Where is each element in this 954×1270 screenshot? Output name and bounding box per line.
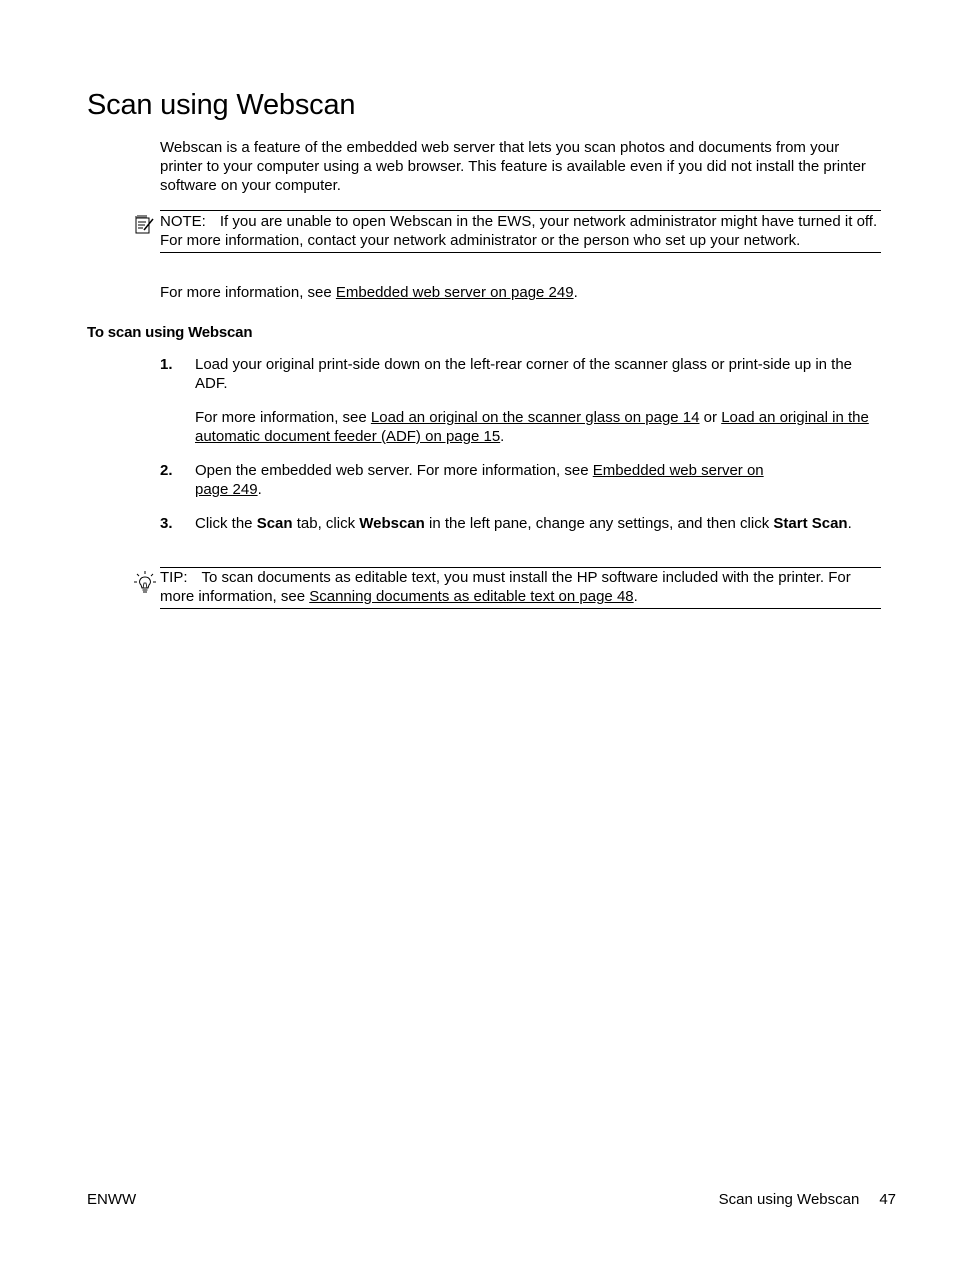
step-3-text [195,514,881,533]
step-2-text [195,461,795,499]
note-text: If you are unable to open Webscan in the EWS, your network administrator might have turned it off. For more information, contact your network administrator or the person who set up your network. [160,213,878,249]
step-1-sub-or: or [699,409,722,426]
link-embedded-web-server[interactable]: Embedded web server on page 249 [335,284,574,301]
more-info-paragraph [160,283,578,302]
step-1 [160,355,881,446]
link-load-adf[interactable]: Load an original in the automatic document feeder (ADF) on page 15 [195,409,869,445]
step-number: 2. [160,462,173,479]
more-info-prefix: For more information, see [160,284,336,301]
link-embedded-web-server-2[interactable]: Embedded web server on page 249 [195,462,764,498]
link-load-scanner-glass[interactable]: Load an original on the scanner glass on page 14 [370,409,700,426]
footer-right [719,1191,896,1208]
procedure-heading: To scan using Webscan [87,324,253,341]
step-number: 3. [160,515,173,532]
step-number: 1. [160,356,173,373]
step-3-text-1: Click the [195,515,257,532]
note-callout [160,210,881,253]
step-3-text-2: tab, click [292,515,360,532]
step-1-more-info [195,408,881,446]
footer-label: ENWW [87,1191,137,1208]
lightbulb-icon [134,571,156,600]
intro-paragraph: Webscan is a feature of the embedded web server that lets you scan photos and documents from your printer to your computer using a web browser. This feature is available even if you did not install the printer software on your computer. [160,139,866,194]
more-info-suffix: . [573,284,578,301]
ui-term-start-scan: Start Scan [773,515,848,532]
tip-text: To scan documents as editable text, you must install the HP software included with the printer. For more information, see [160,569,851,605]
step-3 [160,514,881,533]
ui-term-scan: Scan [256,515,293,532]
page-title: Scan using Webscan [87,89,356,121]
page-number: 47 [879,1191,896,1208]
tip-suffix: . [633,588,638,605]
step-2 [160,461,881,499]
note-icon [134,214,156,241]
tip-label: TIP: [160,569,188,586]
step-2-prefix: Open the embedded web server. For more information, see [195,462,593,479]
step-1-sub-suffix: . [500,428,505,445]
footer-section-title: Scan using Webscan [718,1191,860,1208]
note-label: NOTE: [160,213,206,230]
step-2-suffix: . [257,481,262,498]
ui-term-webscan: Webscan [359,515,425,532]
link-scanning-editable-text[interactable]: Scanning documents as editable text on page 48 [309,588,634,605]
step-3-text-4: . [847,515,852,532]
tip-callout [160,567,881,609]
step-1-text: Load your original print-side down on the left-rear corner of the scanner glass or print-side up in the ADF. [195,356,853,392]
step-1-sub-prefix: For more information, see [195,409,371,426]
step-3-text-3: in the left pane, change any settings, and then click [424,515,774,532]
